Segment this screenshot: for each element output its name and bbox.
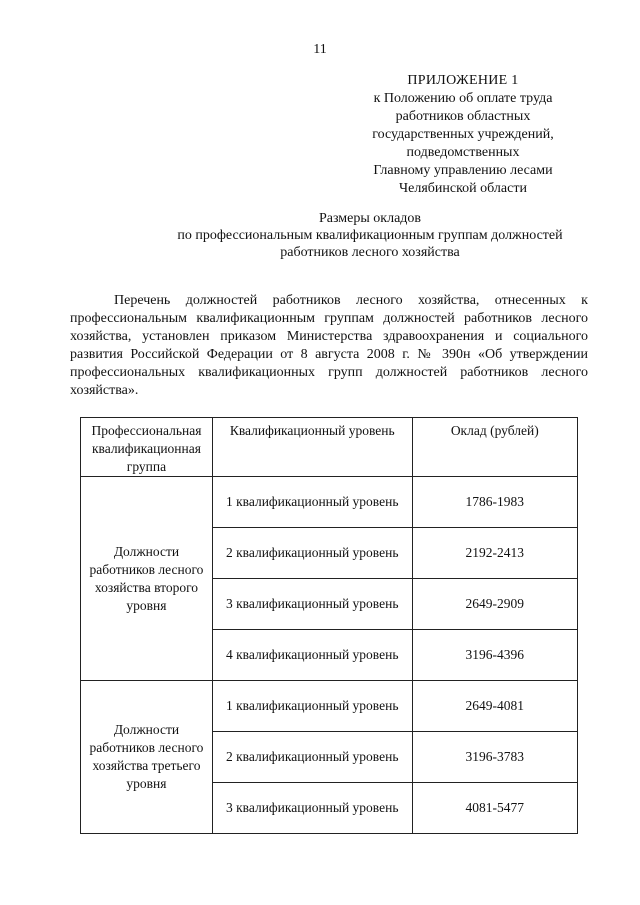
level-cell: 2 квалификационный уровень: [212, 528, 412, 579]
level-cell: 2 квалификационный уровень: [212, 732, 412, 783]
level-cell: 1 квалификационный уровень: [212, 477, 412, 528]
document-title-line: работников лесного хозяйства: [280, 245, 460, 260]
table-row: [81, 681, 578, 732]
salary-table: [80, 417, 578, 834]
table-row: [81, 477, 578, 528]
document-title-line: по профессиональным квалификационным группам должностей: [177, 228, 563, 243]
group-cell-third-level: Должности работников лесного хозяйства третьего уровня: [81, 681, 213, 834]
level-cell: 3 квалификационный уровень: [212, 783, 412, 834]
table-header-row: [81, 418, 578, 477]
group-cell-second-level: Должности работников лесного хозяйства второго уровня: [81, 477, 213, 681]
document-title-line: Размеры окладов: [318, 211, 422, 226]
appendix-block: [352, 72, 574, 198]
level-cell: 3 квалификационный уровень: [212, 579, 412, 630]
level-cell: 4 квалификационный уровень: [212, 630, 412, 681]
appendix-title: ПРИЛОЖЕНИЕ 1: [407, 73, 519, 88]
salary-cell: 3196-4396: [412, 630, 577, 681]
salary-cell: 2649-2909: [412, 579, 577, 630]
salary-cell: 2649-4081: [412, 681, 577, 732]
salary-cell: 2192-2413: [412, 528, 577, 579]
page-number: 11: [313, 42, 327, 57]
appendix-line: к Положению об оплате труда: [373, 91, 553, 106]
salary-cell: 3196-3783: [412, 732, 577, 783]
header-qualification-group: Профессиональная квалификационная группа: [81, 418, 213, 477]
level-cell: 1 квалификационный уровень: [212, 681, 412, 732]
salary-cell: 1786-1983: [412, 477, 577, 528]
intro-paragraph: Перечень должностей работников лесного хозяйства, отнесенных к профессиональным квалификационным группам должностей работников лесного хозяйства, установлен приказом Министерства здравоохранения и социального развития Российской Федерации от 8 августа 2008 г. № 390н «Об утверждении профессиональных квалификационных групп должностей работников лесного хозяйства».: [70, 293, 588, 398]
document-title: [120, 210, 620, 261]
salary-cell: 4081-5477: [412, 783, 577, 834]
header-salary: Оклад (рублей): [412, 418, 577, 477]
appendix-line: государственных учреждений,: [372, 127, 554, 142]
appendix-line: работников областных: [395, 109, 531, 124]
appendix-line: Челябинской области: [399, 181, 527, 196]
appendix-line: подведомственных: [406, 145, 520, 160]
appendix-line: Главному управлению лесами: [373, 163, 553, 178]
header-qualification-level: Квалификационный уровень: [212, 418, 412, 477]
